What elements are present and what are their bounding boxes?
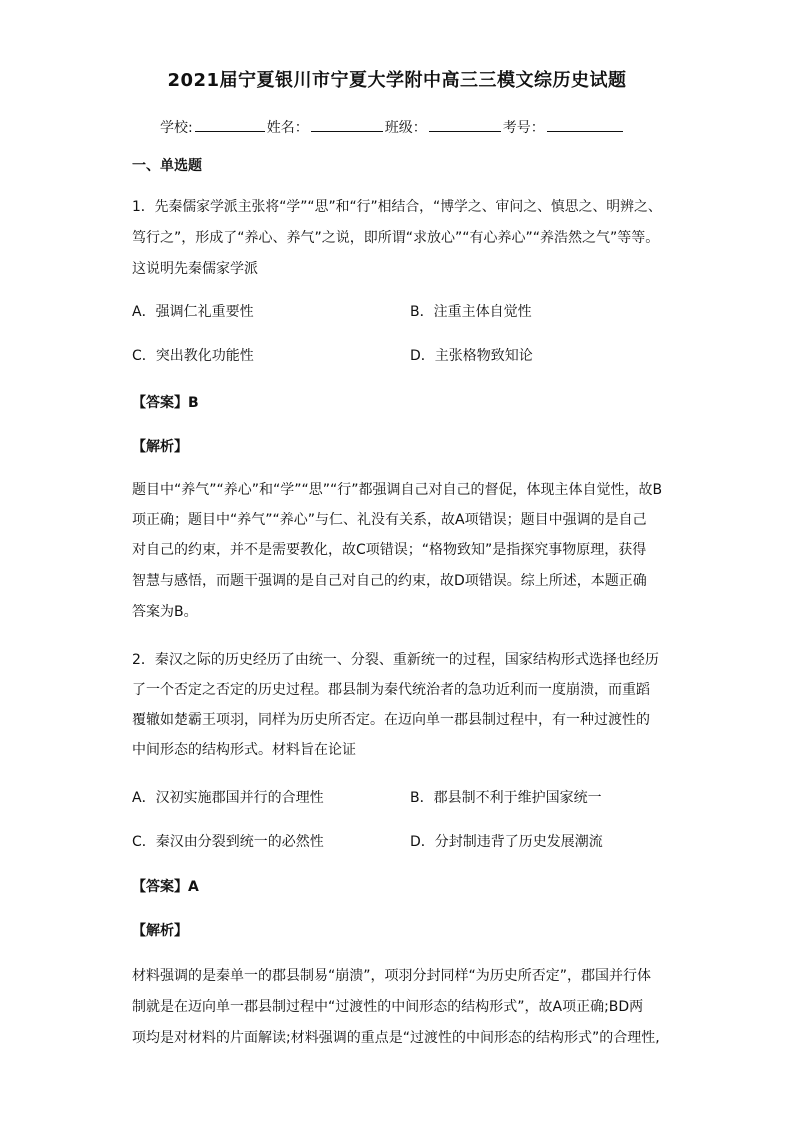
option-d: D．主张格物致知论 — [410, 348, 533, 364]
number-label: 考号： — [502, 120, 545, 136]
question-stem-line: 覆辙如楚霸王项羽，同样为历史所否定。在迈向单一郡县制过程中，有一种过渡性的 — [132, 712, 650, 728]
school-label: 学校: — [160, 120, 193, 136]
analysis-line: 对自己的约束，并不是需要教化，故C项错误；“格物致知”是指探究事物原理，获得 — [132, 542, 647, 558]
question-stem-line: 1．先秦儒家学派主张将“学”“思”和“行”相结合，“博学之、审问之、慎思之、明辨之、 — [132, 199, 662, 215]
number-blank — [547, 117, 623, 132]
name-label: 姓名： — [266, 120, 309, 136]
analysis-label: 【解析】 — [132, 439, 188, 455]
name-blank — [311, 117, 383, 132]
question-stem-line: 2．秦汉之际的历史经历了由统一、分裂、重新统一的过程，国家结构形式选择也经历 — [132, 652, 659, 668]
analysis-line: 答案为B。 — [132, 604, 198, 620]
analysis-line: 制就是在迈向单一郡县制过程中“过渡性的中间形态的结构形式”，故A项正确;BD两 — [132, 999, 644, 1015]
question-stem-line: 了一个否定之否定的历史过程。郡县制为秦代统治者的急功近利而一度崩溃，而重蹈 — [132, 682, 650, 698]
option-a: A．汉初实施郡国并行的合理性 — [132, 790, 324, 806]
analysis-line: 题目中“养气”“养心”和“学”“思”“行”都强调自己对自己的督促，体现主体自觉性，故B — [132, 482, 663, 498]
option-a: A．强调仁礼重要性 — [132, 304, 254, 320]
option-c: C．秦汉由分裂到统一的必然性 — [132, 834, 324, 850]
question-stem-line: 中间形态的结构形式。材料旨在论证 — [132, 742, 356, 758]
student-info-line — [160, 117, 625, 137]
document-title: 2021届宁夏银川市宁夏大学附中高三三模文综历史试题 — [167, 70, 627, 91]
school-blank — [195, 117, 265, 132]
analysis-line: 项正确；题目中“养气”“养心”与仁、礼没有关系，故A项错误；题目中强调的是自己 — [132, 512, 647, 528]
class-blank — [429, 117, 501, 132]
question-stem-line: 笃行之”，形成了“养心、养气”之说，即所谓“求放心”“有心养心”“养浩然之气”等等。 — [132, 230, 660, 246]
option-c: C．突出教化功能性 — [132, 348, 254, 364]
question-stem-line: 这说明先秦儒家学派 — [132, 261, 258, 277]
answer-label: 【答案】A — [132, 879, 199, 895]
class-label: 班级： — [384, 120, 427, 136]
option-d: D．分封制违背了历史发展潮流 — [410, 834, 603, 850]
option-b: B．郡县制不利于维护国家统一 — [410, 790, 602, 806]
analysis-line: 材料强调的是秦单一的郡县制易“崩溃”，项羽分封同样“为历史所否定”，郡国并行体 — [132, 968, 652, 984]
answer-label: 【答案】B — [132, 395, 199, 411]
analysis-label: 【解析】 — [132, 923, 188, 939]
option-b: B．注重主体自觉性 — [410, 304, 532, 320]
section-title: 一、单选题 — [132, 158, 202, 174]
analysis-line: 项均是对材料的片面解读;材料强调的重点是“过渡性的中间形态的结构形式”的合理性, — [132, 1030, 660, 1046]
analysis-line: 智慧与感悟，而题干强调的是自己对自己的约束，故D项错误。综上所述，本题正确 — [132, 573, 647, 589]
